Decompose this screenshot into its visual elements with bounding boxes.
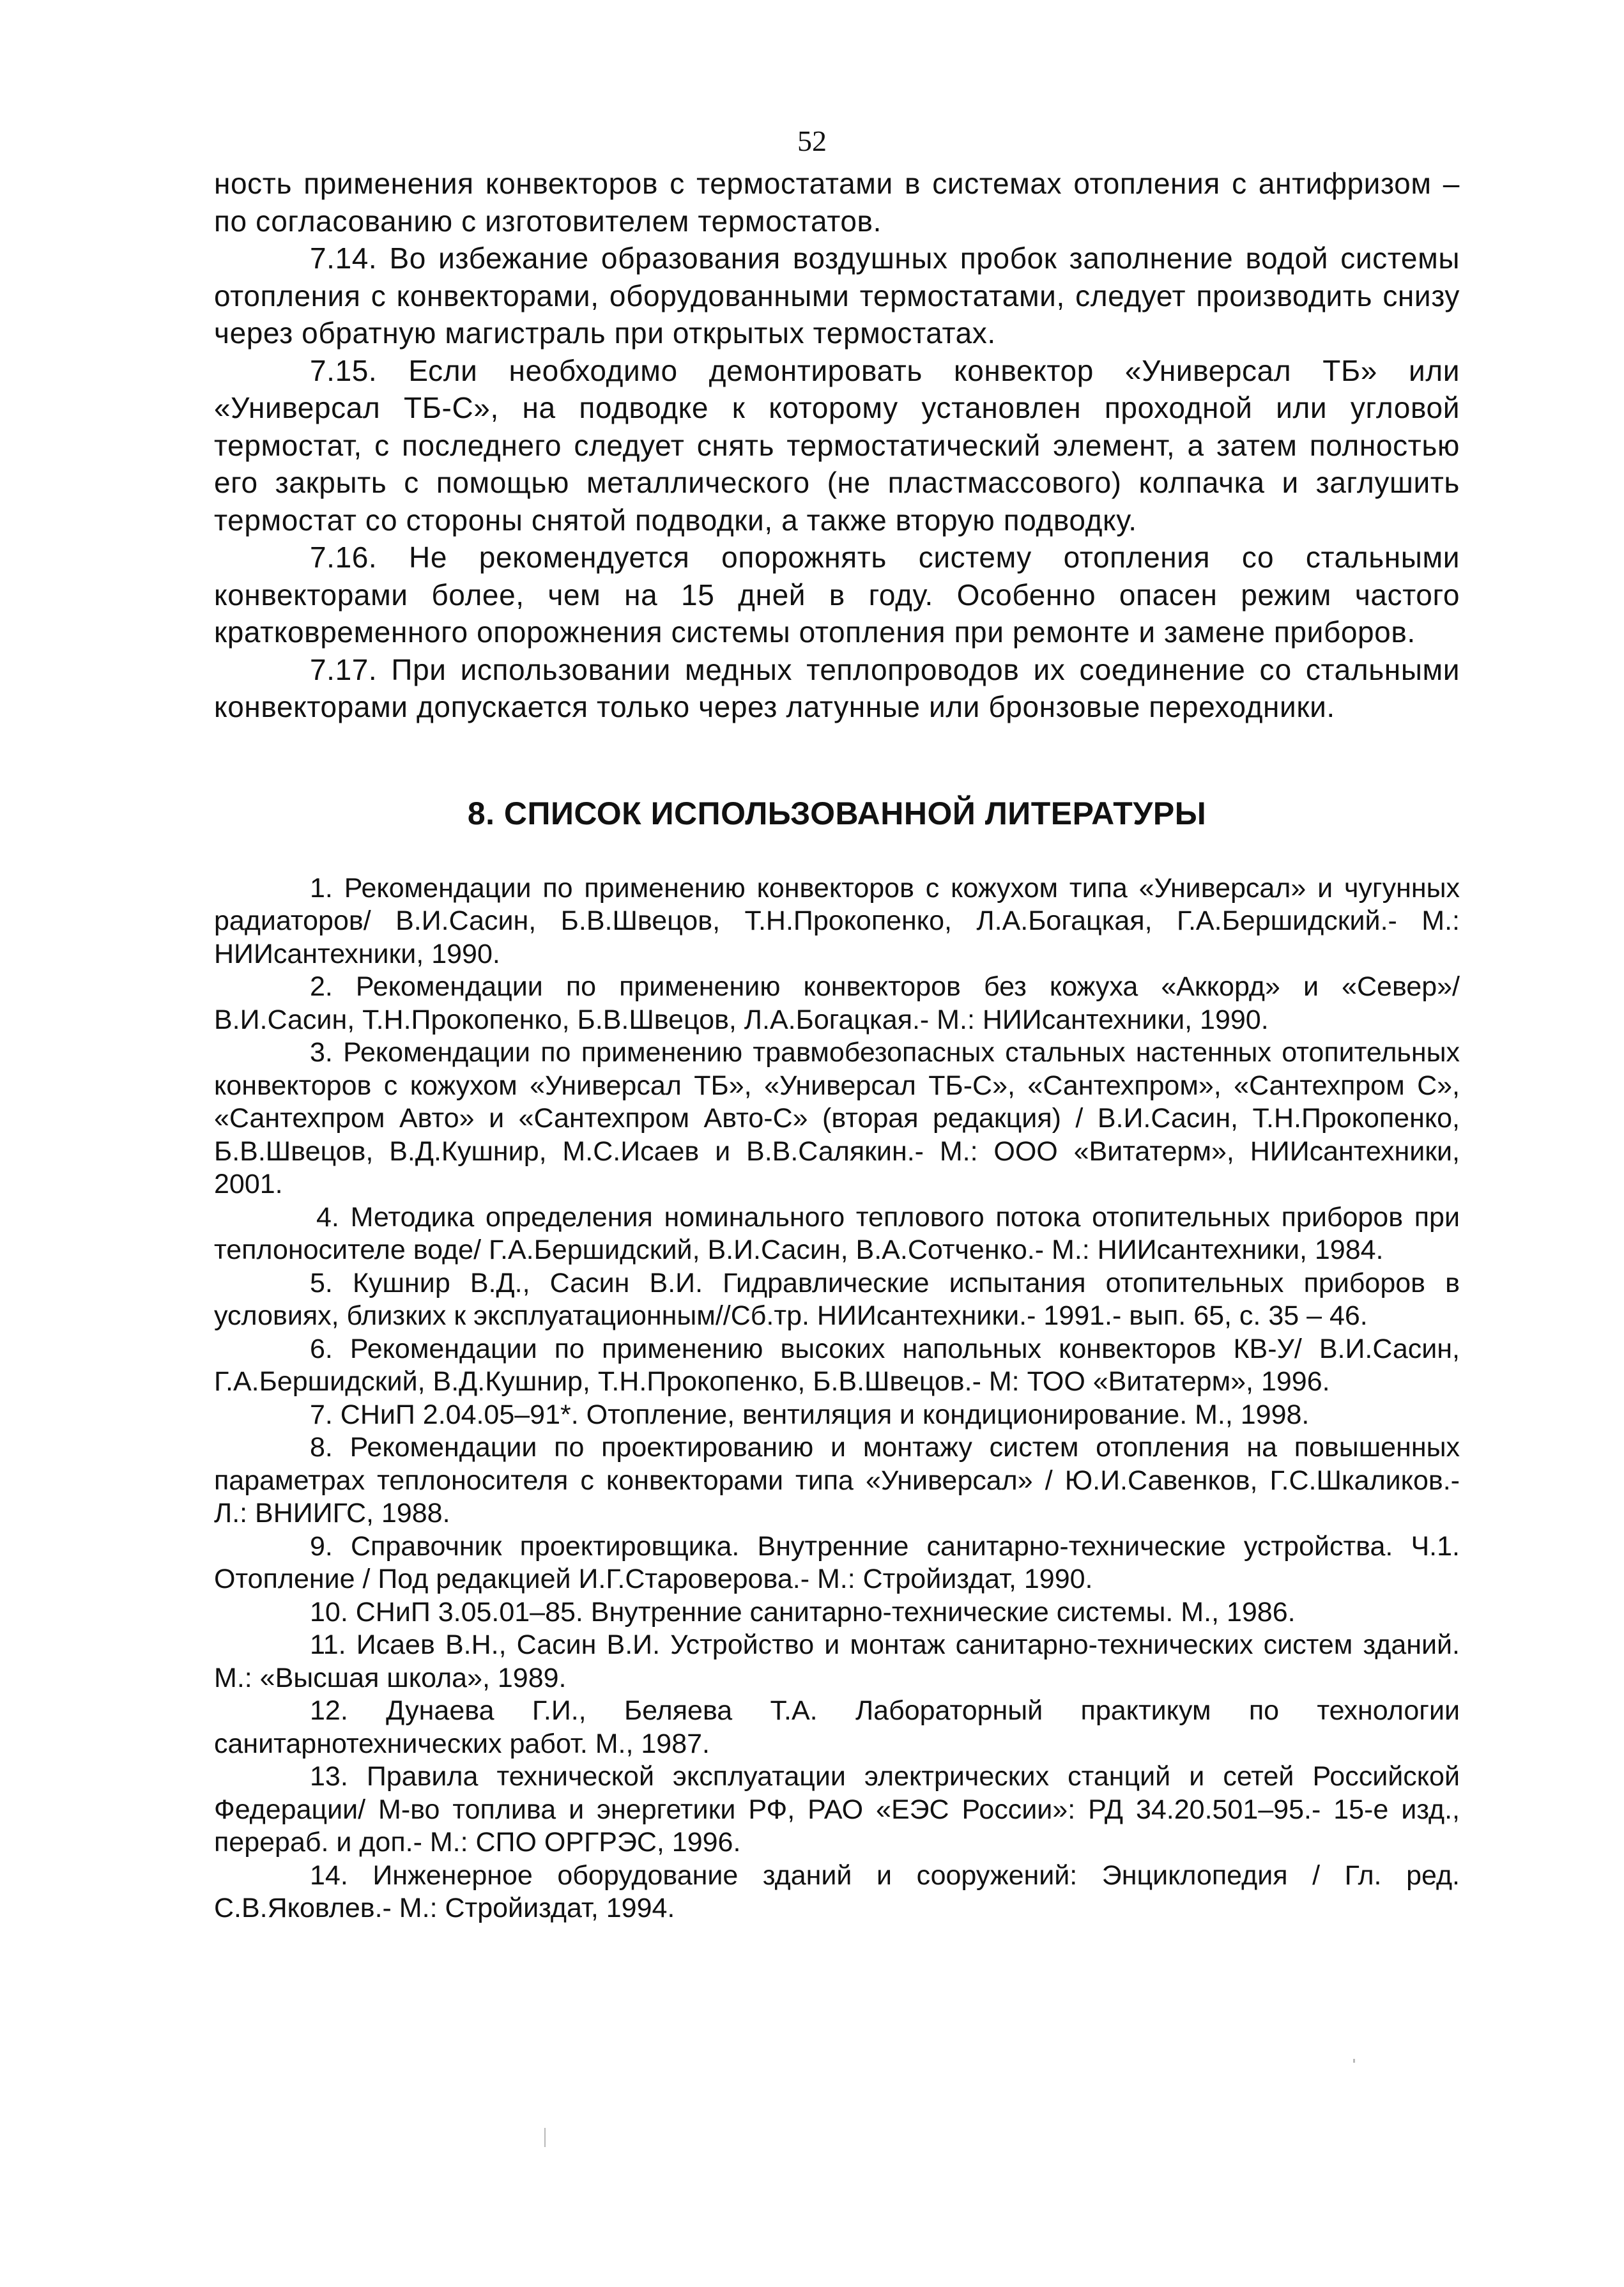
body-paragraph: 7.17. При использовании медных теплопроводов их соединение со стальными конвекторами допускается только через латунные или бронзовые переходники. bbox=[214, 652, 1460, 723]
reference-item: 13. Правила технической эксплуатации электрических станций и сетей Российской Федерации/ М-во топлива и энергетики РФ, РАО «ЕЭС России»: РД 34.20.501–95.- 15-е изд., перераб. и доп.- М.: СПО ОРГРЭС, 1996. bbox=[214, 1761, 1460, 1858]
reference-item: 3. Рекомендации по применению травмобезопасных стальных настенных отопительных конвекторов с кожухом «Универсал ТБ», «Универсал ТБ-С», «Сантехпром», «Сантехпром С», «Сантехпром Авто» и «Сантехпром Авто-С» (вторая редакция) / В.И.Сасин, Т.Н.Прокопенко, Б.В.Швецов, В.Д.Кушнир, М.С.Исаев и В.В.Салякин.- М.: ООО «Витатерм», НИИсантехники, 2001. bbox=[214, 1037, 1460, 1199]
reference-item: 12. Дунаева Г.И., Беляева Т.А. Лабораторный практикум по технологии санитарнотехнических работ. М., 1987. bbox=[214, 1695, 1460, 1759]
reference-item: 8. Рекомендации по проектированию и монтажу систем отопления на повышенных параметрах теплоносителя с конвекторами типа «Универсал» / Ю.И.Савенков, Г.С.Шкаликов.- Л.: ВНИИГС, 1988. bbox=[214, 1432, 1460, 1529]
reference-item: 10. СНиП 3.05.01–85. Внутренние санитарно-технические системы. М., 1986. bbox=[310, 1596, 1296, 1628]
reference-list bbox=[214, 872, 1460, 1925]
body-paragraph: 7.15. Если необходимо демонтировать конвектор «Универсал ТБ» или «Универсал ТБ-С», на подводке к которому установлен проходной или угловой термостат, с последнего следует снять термостатический элемент, а затем полностью его закрыть с помощью металлического (не пластмассового) колпачка и заглушить термостат со стороны снятой подводки, а также вторую подводку. bbox=[214, 353, 1460, 537]
scan-speck bbox=[544, 2128, 546, 2147]
page-content bbox=[214, 165, 1460, 1925]
body-paragraph: 7.16. Не рекомендуется опорожнять систему отопления со стальными конвекторами более, чем на 15 дней в году. Особенно опасен режим частого кратковременного опорожнения системы отопления при ремонте и замене приборов. bbox=[214, 541, 1460, 649]
reference-item: 1. Рекомендации по применению конвекторов с кожухом типа «Универсал» и чугунных радиаторов/ В.И.Сасин, Б.В.Швецов, Т.Н.Прокопенко, Л.А.Богацкая, Г.А.Бершидский.- М.: НИИсантехники, 1990. bbox=[214, 872, 1460, 969]
reference-item: 11. Исаев В.Н., Сасин В.И. Устройство и монтаж санитарно-технических систем зданий. М.: «Высшая школа», 1989. bbox=[214, 1629, 1460, 1693]
reference-item: 14. Инженерное оборудование зданий и сооружений: Энциклопедия / Гл. ред. С.В.Яковлев.- М.: Стройиздат, 1994. bbox=[214, 1860, 1460, 1923]
reference-item: 7. СНиП 2.04.05–91*. Отопление, вентиляция и кондиционирование. М., 1998. bbox=[310, 1399, 1310, 1430]
reference-item: 2. Рекомендации по применению конвекторов без кожуха «Аккорд» и «Север»/ В.И.Сасин, Т.Н.Прокопенко, Б.В.Швецов, Л.А.Богацкая.- М.: НИИсантехники, 1990. bbox=[214, 971, 1460, 1035]
page-number: 52 bbox=[797, 125, 827, 157]
reference-item: 5. Кушнир В.Д., Сасин В.И. Гидравлические испытания отопительных приборов в условиях, близких к эксплуатационным//Сб.тр. НИИсантехники.- 1991.- вып. 65, с. 35 – 46. bbox=[214, 1267, 1460, 1331]
reference-item: 6. Рекомендации по применению высоких напольных конвекторов КВ-У/ В.И.Сасин, Г.А.Бершидский, В.Д.Кушнир, Т.Н.Прокопенко, Б.В.Швецов.- М: ТОО «Витатерм», 1996. bbox=[214, 1333, 1460, 1397]
scan-speck bbox=[1353, 2059, 1355, 2063]
body-paragraph: 7.14. Во избежание образования воздушных пробок заполнение водой системы отопления с конвекторами, оборудованными термостатами, следует производить снизу через обратную магистраль при открытых термостатах. bbox=[214, 242, 1460, 350]
body-paragraph: ность применения конвекторов с термостатами в системах отопления с антифризом – по согласованию с изготовителем термостатов. bbox=[214, 167, 1460, 238]
section-heading: 8. СПИСОК ИСПОЛЬЗОВАННОЙ ЛИТЕРАТУРЫ bbox=[467, 795, 1207, 831]
reference-item: 9. Справочник проектировщика. Внутренние санитарно-технические устройства. Ч.1. Отопление / Под редакцией И.Г.Староверова.- М.: Стройиздат, 1990. bbox=[214, 1530, 1460, 1594]
reference-item: 4. Методика определения номинального теплового потока отопительных приборов при теплоносителе воде/ Г.А.Бершидский, В.И.Сасин, В.А.Сотченко.- М.: НИИсантехники, 1984. bbox=[214, 1201, 1460, 1265]
